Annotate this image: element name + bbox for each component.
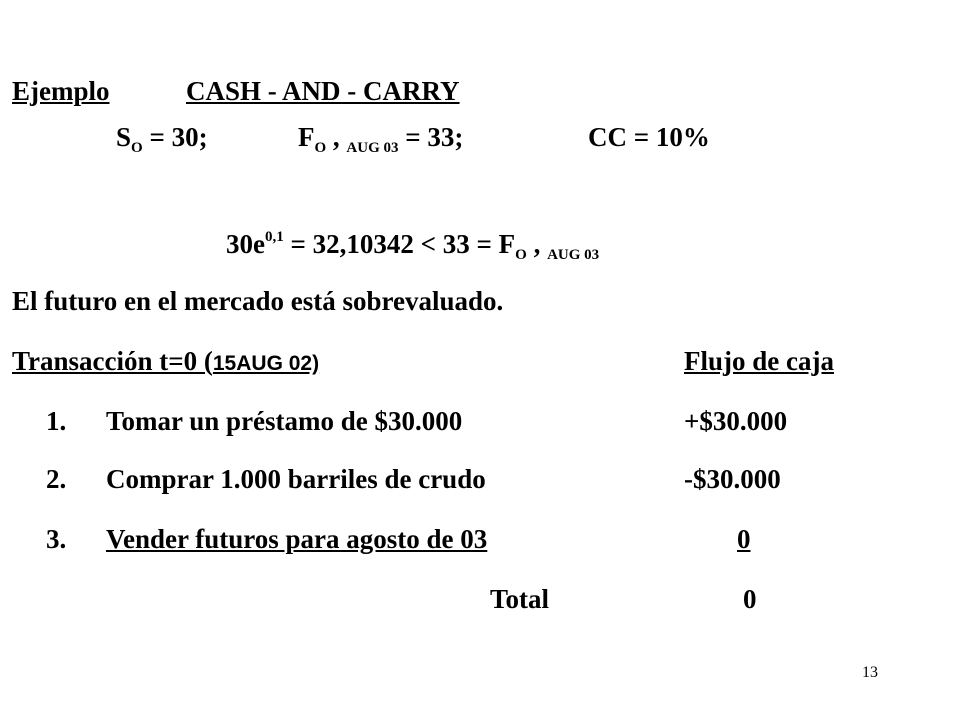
example-label: Ejemplo [12, 76, 110, 106]
spot-symbol: S [116, 122, 132, 152]
row-1-text: Tomar un préstamo de $30.000 [106, 406, 463, 436]
row-3-number: 3. [46, 524, 67, 554]
row-3-value: 0 [737, 524, 751, 554]
equation-rest: = 32,10342 < 33 = F [283, 229, 516, 259]
futures-value: = 33; [398, 122, 464, 152]
row-1-number: 1. [46, 406, 67, 436]
equation-base: 30e [226, 229, 265, 259]
row-2-value: -$30.000 [684, 464, 781, 494]
equation-subscript-date: AUG 03 [547, 247, 600, 263]
futures-price [298, 124, 463, 156]
futures-symbol: F [298, 122, 315, 152]
equation-exponent: 0,1 [264, 229, 284, 245]
futures-separator: , [326, 122, 347, 152]
spot-value: = 30; [142, 122, 208, 152]
transaction-header-label: Transacción t=0 ( [12, 346, 213, 376]
spot-price [116, 124, 208, 156]
row-2-number: 2. [46, 464, 67, 494]
page-number: 13 [862, 664, 878, 681]
total-value: 0 [743, 584, 757, 614]
carry-cost: CC = 10% [588, 122, 710, 152]
equation-subscript-o: O [515, 247, 527, 263]
transaction-header-date: 15AUG 02) [212, 352, 320, 375]
futures-subscript-date: AUG 03 [346, 140, 399, 156]
statement: El futuro en el mercado está sobrevaluado. [12, 286, 504, 316]
equation-separator: , [526, 229, 548, 259]
futures-subscript-o: O [314, 140, 327, 156]
equation [226, 230, 599, 263]
cashflow-header: Flujo de caja [684, 346, 834, 376]
row-2-text: Comprar 1.000 barriles de crudo [106, 464, 486, 494]
spot-subscript: O [131, 140, 143, 156]
total-label: Total [490, 584, 550, 614]
row-3-text: Vender futuros para agosto de 03 [106, 524, 488, 554]
row-1-value: +$30.000 [684, 406, 788, 436]
transaction-header [12, 348, 319, 375]
example-title: CASH - AND - CARRY [186, 76, 460, 106]
